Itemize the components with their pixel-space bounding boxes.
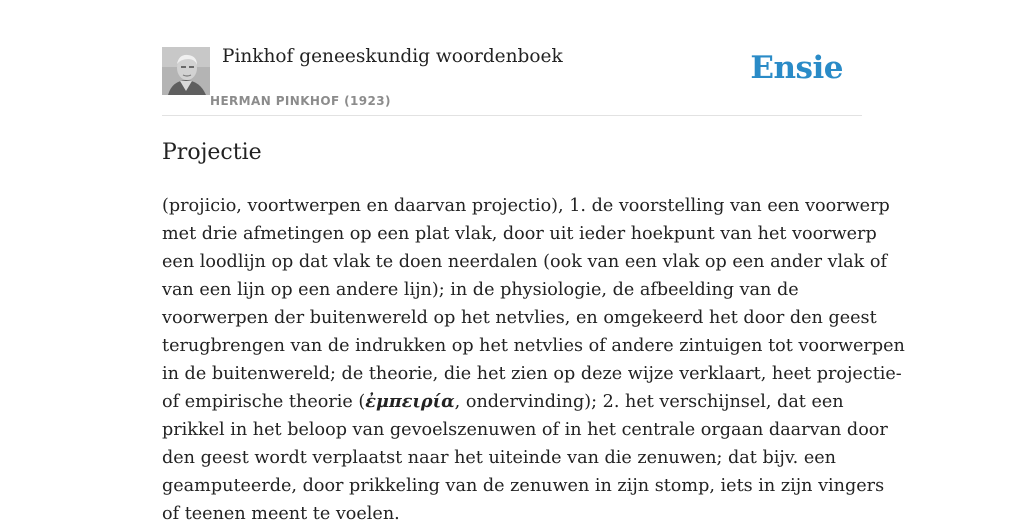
definition-line: in de buitenwereld; de theorie, die het zien op deze wijze verklaart, heet projectie-	[162, 364, 902, 384]
source-title[interactable]: Pinkhof geneeskundig woordenboek	[222, 46, 563, 67]
definition-line: of teenen meent te voelen.	[162, 504, 400, 524]
entry-title: Projectie	[162, 140, 262, 165]
entry-definition	[162, 192, 905, 528]
definition-line	[162, 388, 862, 416]
greek-term: ἐμπειρία	[365, 391, 455, 412]
source-header	[162, 44, 862, 116]
brand-logo-link[interactable]: Ensie	[750, 50, 843, 86]
author-avatar[interactable]	[162, 47, 210, 95]
author-portrait-image	[162, 47, 210, 95]
definition-text: of empirische theorie (	[162, 392, 366, 412]
definition-line: terugbrengen van de indrukken op het netvlies of andere zintuigen tot voorwerpen	[162, 336, 905, 356]
definition-line: den geest wordt verplaatst naar het uiteinde van die zenuwen; dat bijv. een	[162, 448, 836, 468]
definition-text: , ondervinding); 2. het verschijnsel, dat een	[454, 392, 844, 412]
definition-line: met drie afmetingen op een plat vlak, door uit ieder hoekpunt van het voorwerp	[162, 224, 877, 244]
definition-line: een loodlijn op dat vlak te doen neerdalen (ook van een vlak op een ander vlak of	[162, 252, 887, 272]
definition-line: van een lijn op een andere lijn); in de physiologie, de afbeelding van de	[162, 280, 799, 300]
author-name[interactable]: HERMAN PINKHOF (1923)	[210, 94, 391, 108]
definition-line: voorwerpen der buitenwereld op het netvlies, en omgekeerd het door den geest	[162, 308, 877, 328]
definition-line: prikkel in het beloop van gevoelszenuwen of in het centrale orgaan daarvan door	[162, 420, 888, 440]
definition-line: (projicio, voortwerpen en daarvan projectio), 1. de voorstelling van een voorwerp	[162, 196, 890, 216]
definition-line: geamputeerde, door prikkeling van de zenuwen in zijn stomp, iets in zijn vingers	[162, 476, 885, 496]
